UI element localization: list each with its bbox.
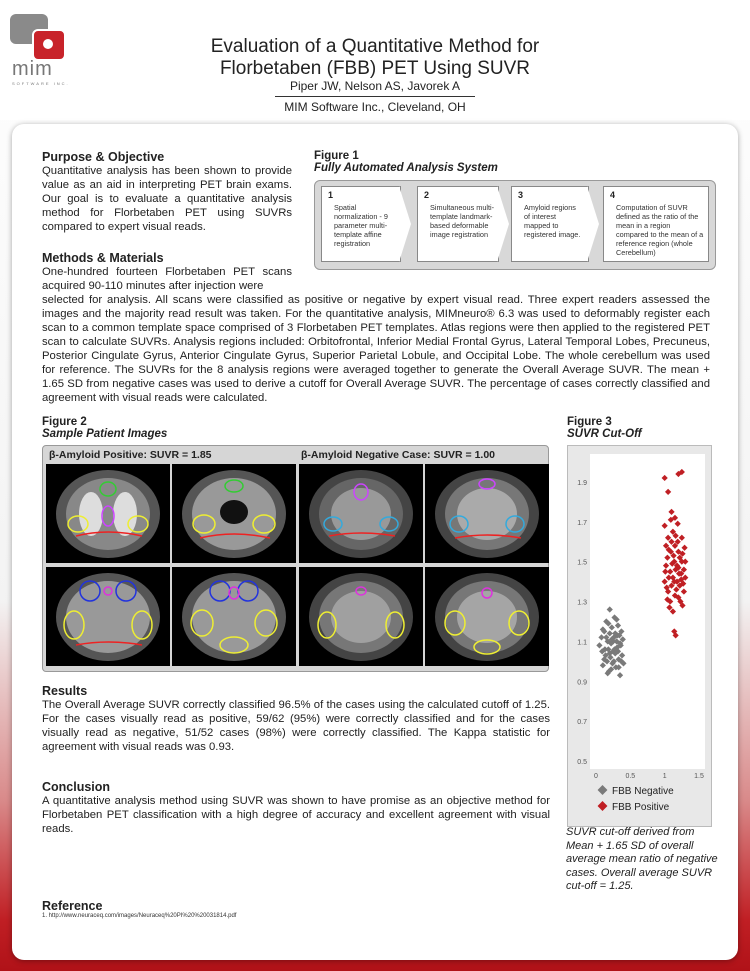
y-tick-label: 1.1 xyxy=(577,639,587,647)
step-1-text: Spatial normalization - 9 parameter multi-template affine registration xyxy=(334,203,388,248)
flow-arrow xyxy=(497,186,509,262)
results-text: The Overall Average SUVR correctly classified 96.5% of the cases using the calculated cutoff of 1.25. For the cases visually read as positive, 59/62 (95%) were correctly classified and for the cases visually read as negative, 51/52 cases (98%) were correctly classified. The Kappa statistic for agreement with visual reads was 0.93. xyxy=(42,699,550,753)
reference-heading: Reference xyxy=(42,899,103,913)
figure1-heading xyxy=(314,150,714,174)
step-4-text: Computation of SUVR defined as the ratio of the mean in a region compared to the mean of a reference region (whole Cerebellum) xyxy=(616,203,704,257)
positive-brain-image xyxy=(46,567,170,666)
step-4-number: 4 xyxy=(610,190,616,200)
positive-brain-image xyxy=(172,464,296,563)
x-tick-label: 0 xyxy=(594,773,598,780)
purpose-section xyxy=(42,150,292,234)
plot-area xyxy=(590,454,705,769)
analysis-flow xyxy=(314,180,716,270)
x-tick-label: 1 xyxy=(662,773,667,780)
results-section xyxy=(42,684,550,754)
negative-brain-image xyxy=(425,567,549,666)
affiliation: MIM Software Inc., Cleveland, OH xyxy=(284,100,466,114)
negative-brain-image xyxy=(299,567,423,666)
positive-case-label: β-Amyloid Positive: SUVR = 1.85 xyxy=(49,449,212,461)
conclusion-heading: Conclusion xyxy=(42,780,111,794)
y-tick-label: 0.7 xyxy=(577,719,587,727)
figure3-caption: SUVR cut-off derived from Mean + 1.65 SD of overall average mean ratio of negative cases. Overall average SUVR cut-off = 1.25. xyxy=(566,826,718,892)
legend-marker xyxy=(598,785,608,795)
authors: Piper JW, Nelson AS, Javorek A xyxy=(289,79,461,93)
legend-marker xyxy=(598,801,608,811)
negative-brain-image xyxy=(299,464,423,563)
title-line-2: Florbetaben (FBB) PET Using SUVR xyxy=(219,58,531,79)
figure1-title: Fully Automated Analysis System xyxy=(314,162,498,174)
negative-brain-image xyxy=(425,464,549,563)
y-tick-label: 1.3 xyxy=(577,599,587,607)
purpose-heading: Purpose & Objective xyxy=(42,150,165,164)
step-2-text: Simultaneous multi-template landmark-based deformable image registration xyxy=(430,203,495,239)
figure3-label: Figure 3 xyxy=(567,416,612,428)
title-rule xyxy=(275,96,475,97)
positive-brain-image xyxy=(46,464,170,563)
legend-label: FBB Negative xyxy=(612,786,674,797)
step-3-text: Amyloid regions of interest mapped to registered image. xyxy=(524,203,581,239)
title-line-1: Evaluation of a Quantitative Method for xyxy=(210,36,540,57)
methods-text-wide: selected for analysis. All scans were classified as positive or negative by expert visual read. Three expert readers assessed the images and the majority read result was taken. For the quantitative analysis, MIMneuro® 6.3 was used to deformably register each scan to a common template space comprised of 3 Florbetaben PET templates. Atlas regions were then applied to the registered PET scan to calculate SUVRs. Analysis regions included: Orbitofrontal, Inferior Medial Frontal Gyrus, Lateral Temporal Lobes, Precuneus, Posterior Cingulate Gyrus, Anterior Cingulate Gyrus, Superior Parietal Lobule, and Occipital Lobe. The whole cerebellum was used for reference. The SUVRs for the 8 analysis regions were averaged together to generate the Overall Average SUVR. The mean + 1.65 SD from negative cases was used to derive a cutoff for Overall Average SUVR. The percentage of cases correctly classified and agreement with visual reads were calculated. xyxy=(42,294,710,404)
x-tick-label: 1.5 xyxy=(694,773,704,780)
patient-images-panel xyxy=(42,445,549,672)
conclusion-text: A quantitative analysis method using SUVR was shown to have promise as an objective method for Florbetaben PET classification with a high degree of accuracy and excellent agreement with visual reads. xyxy=(42,795,550,835)
figure2-title: Sample Patient Images xyxy=(42,428,168,440)
x-tick-label: 0.5 xyxy=(625,773,636,780)
poster-header xyxy=(0,0,750,120)
methods-text-narrow: One-hundred fourteen Florbetaben PET scans acquired 90-110 minutes after injection were xyxy=(42,266,292,292)
reference-section xyxy=(42,899,550,919)
y-tick-label: 0.9 xyxy=(577,679,587,687)
flow-step-1 xyxy=(321,186,401,262)
poster-title xyxy=(130,36,620,80)
conclusion-section xyxy=(42,780,550,836)
reference-text: 1. http://www.neuraceq.com/images/Neuraceq%20PI%20%20031814.pdf xyxy=(42,913,237,919)
suvr-scatter-chart xyxy=(567,445,712,827)
flow-step-4 xyxy=(603,186,709,262)
positive-brain-image xyxy=(172,567,296,666)
y-tick-label: 1.5 xyxy=(577,559,587,567)
step-1-number: 1 xyxy=(328,190,334,200)
y-tick-label: 1.7 xyxy=(577,519,587,527)
logo-red-block xyxy=(32,29,66,61)
logo-subtext: SOFTWARE INC. xyxy=(12,81,70,86)
flow-step-2 xyxy=(417,186,499,262)
figure2-heading xyxy=(42,416,342,440)
methods-section xyxy=(42,251,710,405)
mim-logo xyxy=(10,14,70,86)
y-tick-label: 0.5 xyxy=(577,759,587,766)
figure2-label: Figure 2 xyxy=(42,416,87,428)
flow-arrow xyxy=(399,186,411,262)
figure3-heading xyxy=(567,416,717,440)
methods-heading: Methods & Materials xyxy=(42,251,164,265)
purpose-text: Quantitative analysis has been shown to provide value as an aid in interpreting PET brain exams. Our goal is to evaluate a quantitative analysis method for Florbetaben PET using SUVRs compared to expert visual reads. xyxy=(42,165,292,233)
figure3-title: SUVR Cut-Off xyxy=(567,428,642,440)
scatter-plot xyxy=(568,446,711,826)
results-heading: Results xyxy=(42,684,88,698)
y-tick-label: 1.9 xyxy=(577,479,587,487)
step-2-number: 2 xyxy=(424,190,430,200)
step-3-number: 3 xyxy=(518,190,524,200)
negative-case-label: β-Amyloid Negative Case: SUVR = 1.00 xyxy=(301,449,496,461)
flow-step-3 xyxy=(511,186,589,262)
flow-arrow xyxy=(587,186,599,262)
logo-wordmark: mim xyxy=(12,58,53,80)
legend-label: FBB Positive xyxy=(612,802,670,813)
figure1-label: Figure 1 xyxy=(314,150,359,162)
